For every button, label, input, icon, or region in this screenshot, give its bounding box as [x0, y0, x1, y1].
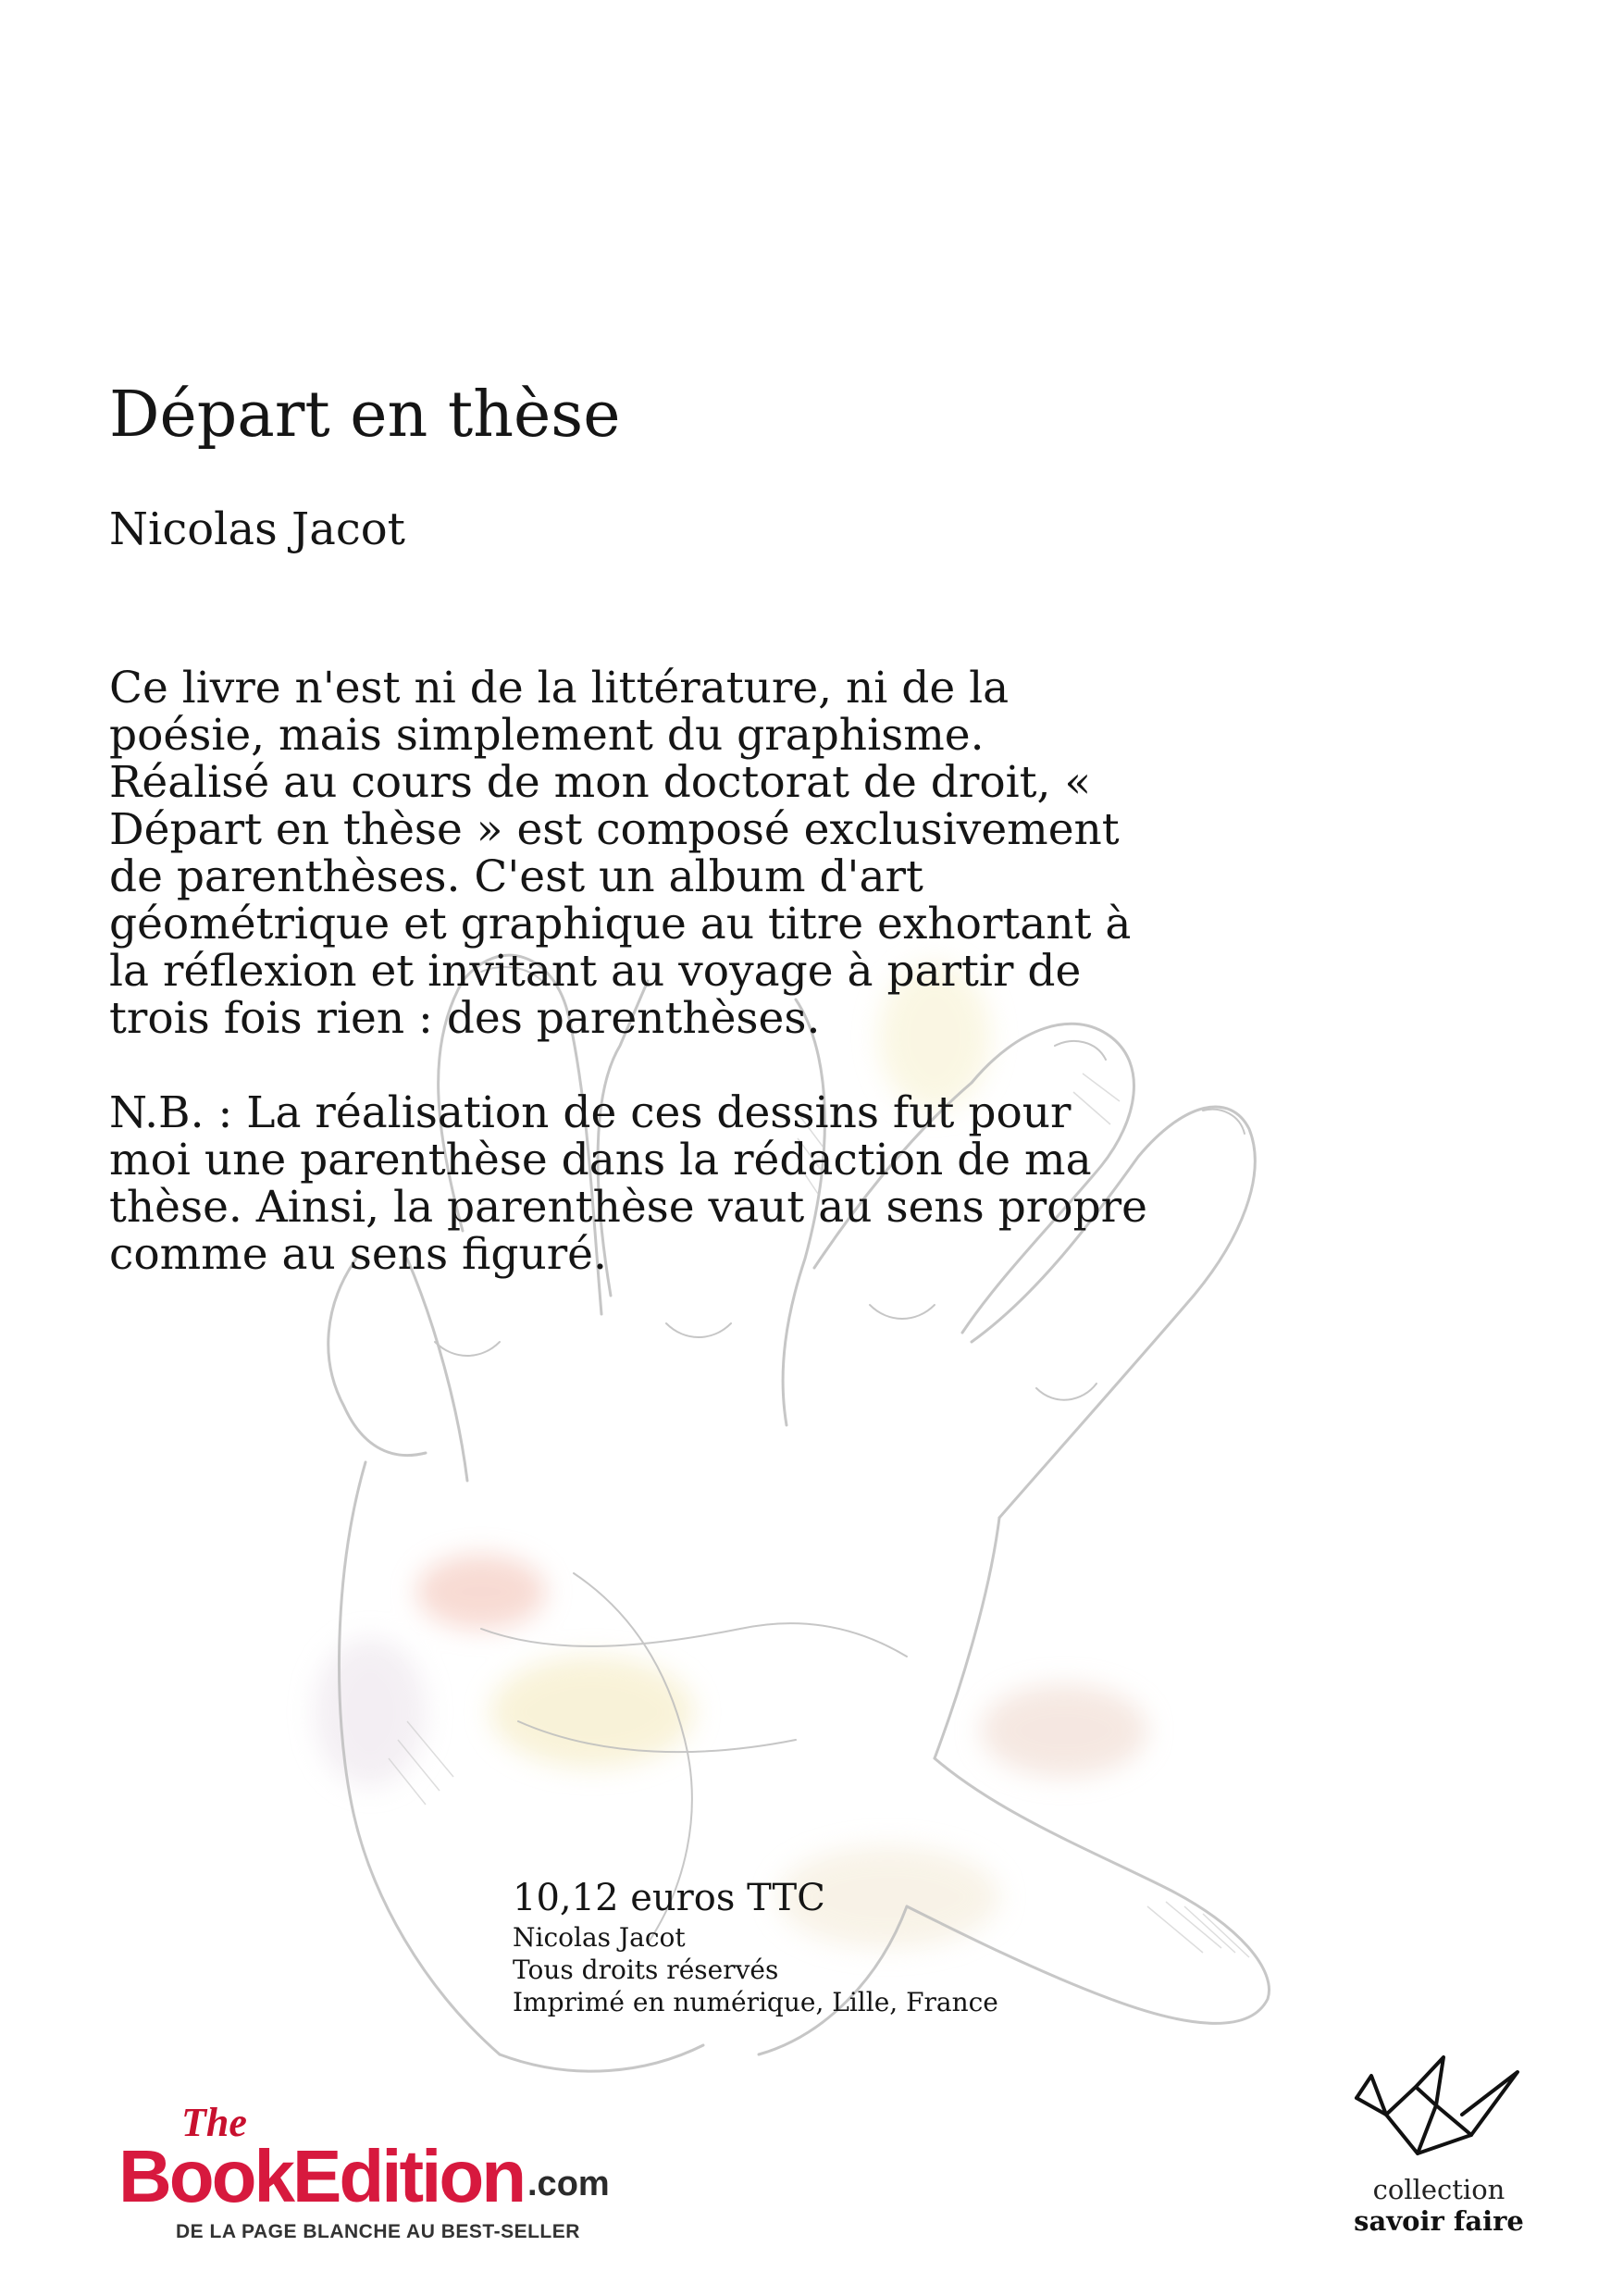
rights-notice: Tous droits réservés: [513, 1955, 779, 1985]
collection-badge: [1332, 2050, 1545, 2237]
book-title: Départ en thèse: [109, 379, 621, 452]
publisher-tagline: DE LA PAGE BLANCHE AU BEST-SELLER: [176, 2221, 580, 2242]
description-line: thèse. Ainsi, la parenthèse vaut au sens propre: [109, 1182, 1147, 1233]
book-author: Nicolas Jacot: [109, 503, 405, 555]
description-line: poésie, mais simplement du graphisme.: [109, 710, 985, 761]
price-label: 10,12 euros TTC: [513, 1877, 825, 1919]
printing-info: Imprimé en numérique, Lille, France: [513, 1987, 998, 2017]
description-line: Ce livre n'est ni de la littérature, ni de la: [109, 663, 1010, 714]
colophon-author: Nicolas Jacot: [513, 1922, 686, 1953]
description-line: géométrique et graphique au titre exhortant à: [109, 899, 1132, 949]
publisher-logo-the: The: [181, 2100, 247, 2145]
description-line: moi une parenthèse dans la rédaction de ma: [109, 1135, 1092, 1185]
publisher-logo-name: BookEdition: [118, 2135, 525, 2217]
description-line: Départ en thèse » est composé exclusivement: [109, 804, 1120, 855]
publisher-logo: [118, 2100, 664, 2251]
description-paragraph-1: [109, 664, 1257, 1042]
description-line: Réalisé au cours de mon doctorat de droit, «: [109, 757, 1092, 808]
collection-name: savoir faire: [1354, 2205, 1524, 2237]
collection-label: collection: [1372, 2174, 1505, 2205]
paper-crane-icon: [1351, 2050, 1527, 2170]
colophon: [513, 1875, 998, 2018]
book-description: [109, 664, 1257, 1325]
description-line: la réflexion et invitant au voyage à partir de: [109, 946, 1082, 997]
description-line: comme au sens figuré.: [109, 1229, 607, 1280]
description-line: trois fois rien : des parenthèses.: [109, 993, 821, 1044]
publisher-logo-domain: .com: [527, 2165, 610, 2203]
description-line: de parenthèses. C'est un album d'art: [109, 851, 923, 902]
description-line: N.B. : La réalisation de ces dessins fut pour: [109, 1087, 1072, 1138]
description-paragraph-2: [109, 1089, 1257, 1278]
